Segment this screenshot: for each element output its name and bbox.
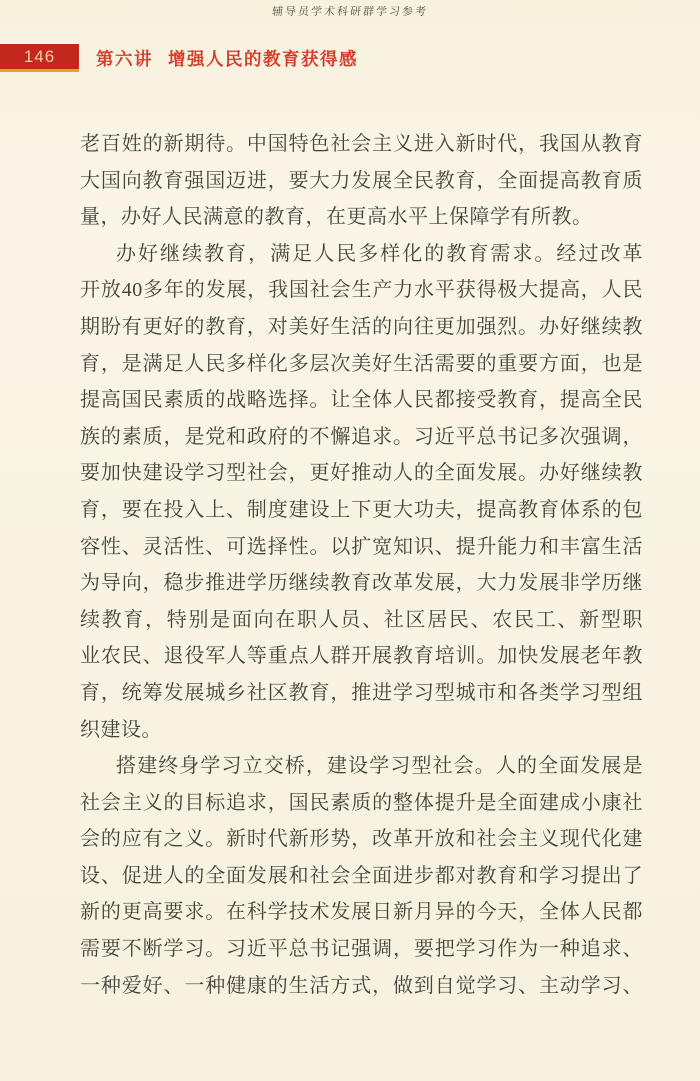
text-line: 育，要在投入上、制度建设上下更大功夫，提高教育体系的包 — [80, 498, 643, 521]
text-line: 为导向，稳步推进学历继续教育改革发展，大力发展非学历继 — [80, 572, 643, 595]
body-text — [80, 126, 643, 1004]
text-line: 提高国民素质的战略选择。让全体人民都接受教育，提高全民 — [80, 389, 643, 412]
text-line: 开放40多年的发展，我国社会生产力水平获得极大提高，人民 — [80, 279, 643, 302]
text-line: 社会主义的目标追求，国民素质的整体提升是全面建成小康社 — [80, 791, 643, 814]
text-line: 量，办好人民满意的教育，在更高水平上保障学有所教。 — [80, 206, 593, 229]
text-line: 育，统筹发展城乡社区教育，推进学习型城市和各类学习型组 — [80, 681, 643, 704]
text-line: 育，是满足人民多样化多层次美好生活需要的重要方面，也是 — [80, 352, 643, 375]
text-line: 期盼有更好的教育，对美好生活的向往更加强烈。办好继续教 — [80, 315, 643, 338]
text-line: 续教育，特别是面向在职人员、社区居民、农民工、新型职 — [80, 608, 643, 631]
text-line: 业农民、退役军人等重点人群开展教育培训。加快发展老年教 — [80, 645, 643, 668]
chapter-label: 第六讲 — [96, 49, 153, 69]
text-line: 容性、灵活性、可选择性。以扩宽知识、提升能力和丰富生活 — [80, 535, 643, 558]
text-line: 老百姓的新期待。中国特色社会主义进入新时代，我国从教育 — [80, 133, 643, 155]
text-line: 需要不断学习。习近平总书记强调，要把学习作为一种追求、 — [80, 938, 643, 961]
text-line: 要加快建设学习型社会，更好推动人的全面发展。办好继续教 — [80, 462, 643, 485]
page-header-watermark: 辅导员学术科研群学习参考 — [271, 6, 429, 18]
page-number-badge: 146 — [0, 44, 79, 72]
text-line: 大国向教育强国迈进，要大力发展全民教育，全面提高教育质 — [80, 169, 643, 192]
text-line: 设、促进人的全面发展和社会全面进步都对教育和学习提出了 — [80, 864, 643, 887]
text-line: 织建设。 — [80, 718, 162, 741]
chapter-heading — [96, 46, 358, 71]
text-line: 族的素质，是党和政府的不懈追求。习近平总书记多次强调， — [80, 425, 643, 448]
text-line: 新的更高要求。在科学技术发展日新月异的今天，全体人民都 — [80, 901, 643, 924]
text-line: 一种爱好、一种健康的生活方式，做到自觉学习、主动学习、 — [80, 974, 643, 997]
text-line: 办好继续教育，满足人民多样化的教育需求。经过改革 — [116, 242, 643, 265]
text-line: 会的应有之义。新时代新形势，改革开放和社会主义现代化建 — [80, 828, 643, 851]
chapter-title: 增强人民的教育获得感 — [168, 49, 358, 69]
text-line: 搭建终身学习立交桥，建设学习型社会。人的全面发展是 — [116, 755, 643, 778]
